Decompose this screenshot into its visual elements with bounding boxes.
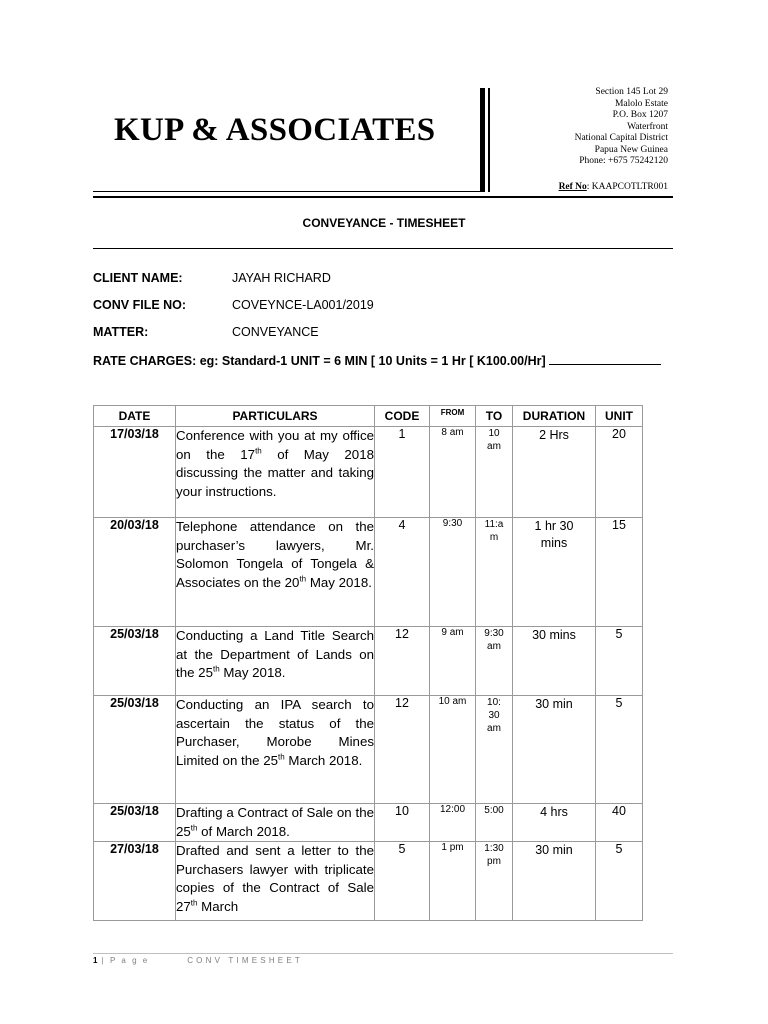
particulars-cell: Conducting an IPA search to ascertain the status of the Purchaser, Morobe Mines Limited on the 25th March 2018.: [176, 696, 375, 804]
particulars-cell: Conference with you at my office on the 17th of May 2018 discussing the matter and taking your instructions.: [176, 427, 375, 518]
address-line: P.O. Box 1207: [612, 110, 668, 120]
particulars-cell: Conducting a Land Title Search at the Department of Lands on the 25th May 2018.: [176, 627, 375, 696]
code-cell: 12: [375, 696, 430, 804]
unit-cell: 20: [596, 427, 643, 518]
rate-charges: [93, 354, 661, 368]
date-cell: 17/03/18: [94, 427, 176, 518]
matter-value: CONVEYANCE: [232, 325, 319, 339]
from-cell: 9:30: [430, 518, 476, 627]
table-row: [94, 627, 643, 696]
header-unit: UNIT: [596, 406, 643, 427]
code-cell: 12: [375, 627, 430, 696]
letterhead-divider-thick: [480, 88, 485, 192]
header-from: FROM: [430, 406, 476, 427]
table-header-row: [94, 406, 643, 427]
address-line: Waterfront: [627, 121, 668, 132]
timesheet-body: [94, 427, 643, 921]
code-cell: 1: [375, 427, 430, 518]
ref-label: Ref No: [558, 182, 587, 192]
file-no-value: COVEYNCE-LA001/2019: [232, 298, 374, 312]
duration-cell: 30 min: [513, 842, 596, 921]
page-number: 1: [93, 956, 98, 965]
from-cell: 1 pm: [430, 842, 476, 921]
from-cell: 10 am: [430, 696, 476, 804]
to-cell: 1:30 pm: [476, 842, 513, 921]
from-cell: 9 am: [430, 627, 476, 696]
code-cell: 4: [375, 518, 430, 627]
page-label: | P a g e: [97, 956, 150, 965]
table-row: [94, 427, 643, 518]
header-duration: DURATION: [513, 406, 596, 427]
address-line: Papua New Guinea: [594, 144, 668, 155]
duration-cell: 1 hr 30 mins: [513, 518, 596, 627]
to-cell: 10: 30 am: [476, 696, 513, 804]
date-cell: 25/03/18: [94, 627, 176, 696]
unit-cell: 40: [596, 804, 643, 842]
rate-blank-line: [549, 364, 661, 365]
page-footer: [93, 956, 303, 965]
to-cell: 11:a m: [476, 518, 513, 627]
title-underline: [93, 248, 673, 249]
date-cell: 25/03/18: [94, 804, 176, 842]
particulars-cell: Drafting a Contract of Sale on the 25th of March 2018.: [176, 804, 375, 842]
to-cell: 5:00: [476, 804, 513, 842]
client-name-value: JAYAH RICHARD: [232, 271, 331, 285]
firm-address: [575, 87, 668, 168]
table-row: [94, 518, 643, 627]
duration-cell: 2 Hrs: [513, 427, 596, 518]
from-cell: 8 am: [430, 427, 476, 518]
particulars-cell: Telephone attendance on the purchaser’s lawyers, Mr. Solomon Tongela of Tongela & Associates on the 20th May 2018.: [176, 518, 375, 627]
address-line: Malolo Estate: [614, 98, 668, 109]
header-date: DATE: [94, 406, 176, 427]
address-line: National Capital District: [574, 133, 668, 143]
unit-cell: 5: [596, 696, 643, 804]
client-name-label: CLIENT NAME:: [93, 271, 183, 285]
address-line: Section 145 Lot 29: [595, 87, 668, 97]
table-row: [94, 804, 643, 842]
rate-charges-text: RATE CHARGES: eg: Standard-1 UNIT = 6 MIN [ 10 Units = 1 Hr [ K100.00/Hr]: [93, 354, 550, 368]
reference-number: [559, 182, 668, 192]
footer-rule: [93, 953, 673, 954]
to-cell: 9:30 am: [476, 627, 513, 696]
file-no-label: CONV FILE NO:: [93, 298, 187, 312]
letterhead-rule-thin: [93, 191, 480, 192]
table-row: [94, 842, 643, 921]
duration-cell: 30 min: [513, 696, 596, 804]
unit-cell: 5: [596, 842, 643, 921]
timesheet-table: [93, 405, 643, 921]
date-cell: 20/03/18: [94, 518, 176, 627]
code-cell: 5: [375, 842, 430, 921]
to-cell: 10 am: [476, 427, 513, 518]
firm-name: KUP & ASSOCIATES: [114, 112, 436, 148]
footer-document-label: CONV TIMESHEET: [187, 956, 303, 965]
date-cell: 27/03/18: [94, 842, 176, 921]
ref-value: : KAAPCOTLTR001: [586, 182, 668, 192]
header-code: CODE: [375, 406, 430, 427]
unit-cell: 5: [596, 627, 643, 696]
unit-cell: 15: [596, 518, 643, 627]
matter-label: MATTER:: [93, 325, 149, 339]
letterhead-rule-thick: [93, 196, 673, 198]
address-line: Phone: +675 75242120: [579, 156, 668, 166]
letterhead-divider-thin: [488, 88, 490, 192]
code-cell: 10: [375, 804, 430, 842]
document-title: CONVEYANCE - TIMESHEET: [302, 216, 466, 230]
header-particulars: PARTICULARS: [176, 406, 375, 427]
duration-cell: 30 mins: [513, 627, 596, 696]
date-cell: 25/03/18: [94, 696, 176, 804]
from-cell: 12:00: [430, 804, 476, 842]
table-row: [94, 696, 643, 804]
header-to: TO: [476, 406, 513, 427]
duration-cell: 4 hrs: [513, 804, 596, 842]
particulars-cell: Drafted and sent a letter to the Purchasers lawyer with triplicate copies of the Contract of Sale 27th March: [176, 842, 375, 921]
